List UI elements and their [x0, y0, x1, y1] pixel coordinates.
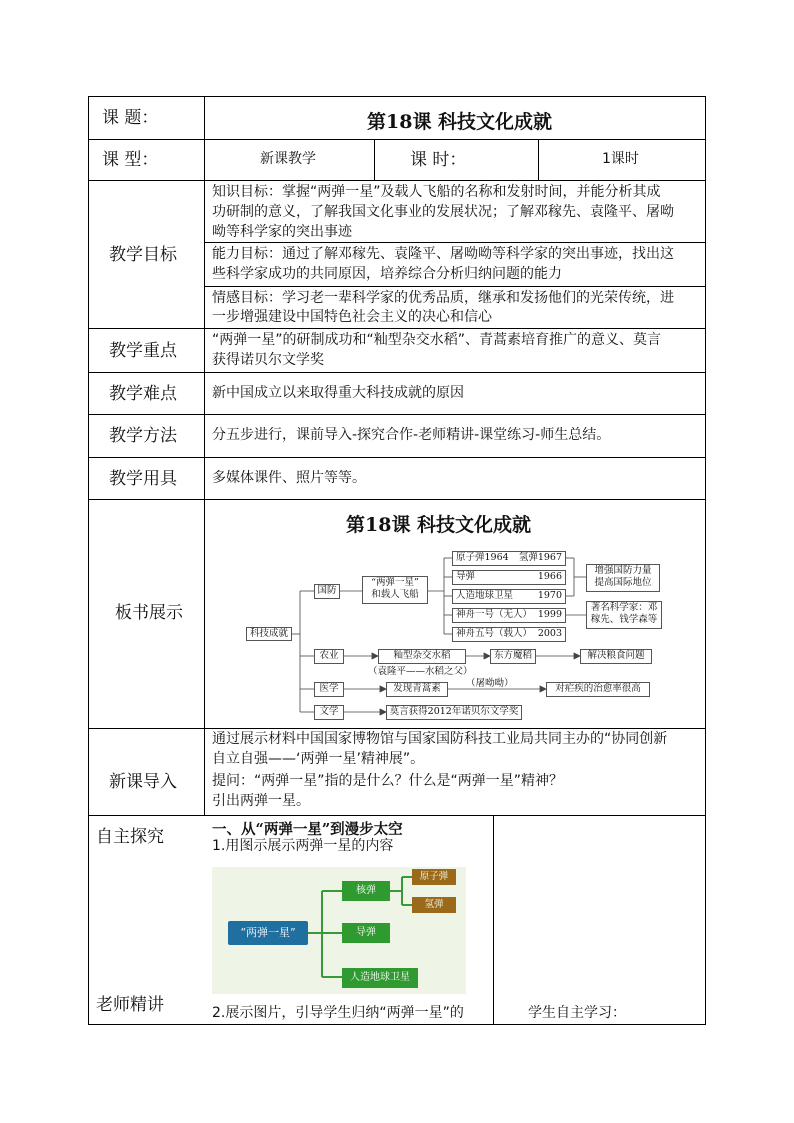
board-effect-line-1: 增强国防力量 [594, 565, 652, 576]
board-two-bombs-line-2: 和载人飞船 [371, 589, 419, 600]
label-tools: 教学用具 [109, 469, 177, 489]
difficulties-text: 新中国成立以来取得重大科技成就的原因 [212, 385, 464, 401]
board-item-shenzhou1-name: 神舟一号（无人） [456, 609, 533, 620]
methods-text: 分五步进行，课前导入-探究合作-老师精讲-课堂练习-师生总结。 [212, 427, 611, 443]
figure-missile-node: 导弹 [342, 923, 390, 943]
board-malaria-node: 对疟疾的治愈率很高 [546, 682, 650, 697]
label-type: 课 型： [102, 150, 159, 170]
goal-emotion-line-2: 一步增强建设中国特色社会主义的决心和信心 [212, 309, 492, 325]
board-defense-node: 国防 [314, 584, 340, 599]
board-item-missile-name: 导弹 [456, 571, 476, 582]
board-item-satellite-year: 1970 [537, 590, 562, 601]
student-self-study: 学生自主学习： [528, 1005, 626, 1021]
board-two-bombs-line-1: “两弹一星” [371, 577, 419, 588]
tools-text: 多媒体课件、照片等等。 [212, 470, 366, 486]
board-item-shenzhou5 [452, 627, 566, 642]
intro-line-3: 提问：“两弹一星”指的是什么？什么是“两弹一星”精神？ [212, 773, 564, 789]
board-effect-node [586, 564, 660, 592]
board-item-missile [452, 570, 566, 585]
board-scientists-line-1: 著名科学家：邓 [590, 602, 658, 613]
label-difficulties: 教学难点 [109, 384, 177, 404]
label-board: 板书展示 [115, 603, 183, 623]
key-points-line-1: “两弹一星”的研制成功和“籼型杂交水稻”、青蒿素培育推广的意义、莫言 [212, 332, 662, 348]
board-item-shenzhou5-year: 2003 [537, 628, 562, 639]
board-two-bombs-node [362, 576, 428, 604]
board-item-shenzhou1-year: 1999 [537, 609, 562, 620]
board-medicine-node: 医学 [314, 682, 344, 697]
board-tu: （屠呦呦） [466, 678, 514, 689]
label-goals: 教学目标 [109, 245, 177, 265]
label-self-study: 自主探究 [96, 827, 164, 847]
board-item-missile-year: 1966 [537, 571, 562, 582]
figure-atomic-node: 原子弹 [412, 869, 456, 885]
goal-knowledge-line-2: 功研制的意义，了解我国文化事业的发展状况；了解邓稼先、袁隆平、屠呦 [212, 204, 674, 220]
lesson-type-value: 新课教学 [260, 151, 316, 167]
board-food-node: 解决粮食问题 [580, 649, 652, 664]
board-artemisinin-node: 发现青蒿素 [386, 682, 448, 697]
intro-line-4: 引出两弹一星。 [212, 793, 310, 809]
label-topic: 课 题： [102, 108, 159, 128]
board-scientists-line-2: 稼先、钱学森等 [590, 614, 658, 625]
board-agri-node: 农业 [314, 649, 344, 664]
goal-emotion-line-1: 情感目标：学习老一辈科学家的优秀品质，继承和发扬他们的光荣传统，进 [212, 290, 674, 306]
section1-heading: 一、从“两弹一星”到漫步太空 [212, 821, 403, 838]
label-intro: 新课导入 [109, 772, 177, 792]
board-scientists-node [586, 601, 662, 629]
section1-step2: 2.展示图片，引导学生归纳“两弹一星”的 [212, 1005, 464, 1021]
board-title: 第18课 科技文化成就 [346, 514, 532, 536]
board-effect-line-2: 提高国际地位 [594, 577, 652, 588]
intro-line-1: 通过展示材料中国国家博物馆与国家国防科技工业局共同主办的“协同创新 [212, 731, 668, 747]
label-time: 课 时： [410, 150, 467, 170]
board-moyan-node: 莫言获得2012年诺贝尔文学奖 [386, 705, 522, 720]
board-item-nuclear-name: 原子弹1964 [456, 552, 509, 563]
label-teacher: 老师精讲 [96, 995, 164, 1015]
board-item-nuclear-year: 氢弹1967 [518, 552, 562, 563]
board-rice-node: 籼型杂交水稻 [378, 649, 466, 664]
intro-line-2: 自立自强——‘两弹一星’精神展”。 [212, 751, 425, 767]
board-item-satellite [452, 589, 566, 604]
board-item-satellite-name: 人造地球卫星 [456, 590, 514, 601]
board-literature-node: 文学 [314, 705, 344, 720]
board-item-shenzhou1 [452, 608, 566, 623]
key-points-line-2: 获得诺贝尔文学奖 [212, 352, 324, 368]
two-bombs-figure [212, 867, 466, 994]
goal-ability-line-1: 能力目标：通过了解邓稼先、袁隆平、屠呦呦等科学家的突出事迹，找出这 [212, 246, 674, 262]
board-rice-father: （袁隆平——水稻之父） [368, 666, 473, 677]
section1-step1: 1.用图示展示两弹一星的内容 [212, 838, 394, 854]
board-east-node: 东方魔稻 [490, 649, 536, 664]
label-methods: 教学方法 [109, 426, 177, 446]
figure-center-node: “两弹一星” [228, 921, 308, 945]
lesson-title: 第18课 科技文化成就 [367, 111, 553, 133]
figure-hydrogen-node: 氢弹 [412, 897, 456, 913]
goal-knowledge-line-3: 呦等科学家的突出事迹 [212, 224, 352, 240]
board-item-nuclear [452, 551, 566, 566]
goal-ability-line-2: 些科学家成功的共同原因，培养综合分析归纳问题的能力 [212, 266, 562, 282]
goal-knowledge-line-1: 知识目标：掌握“两弹一星”及载人飞船的名称和发射时间，并能分析其成 [212, 184, 661, 200]
lesson-time-value: 1课时 [602, 151, 639, 167]
label-key-points: 教学重点 [109, 341, 177, 361]
figure-nuclear-node: 核弹 [342, 881, 390, 901]
board-root-node: 科技成就 [246, 627, 292, 641]
board-item-shenzhou5-name: 神舟五号（载人） [456, 628, 533, 639]
figure-satellite-node: 人造地球卫星 [342, 968, 418, 988]
